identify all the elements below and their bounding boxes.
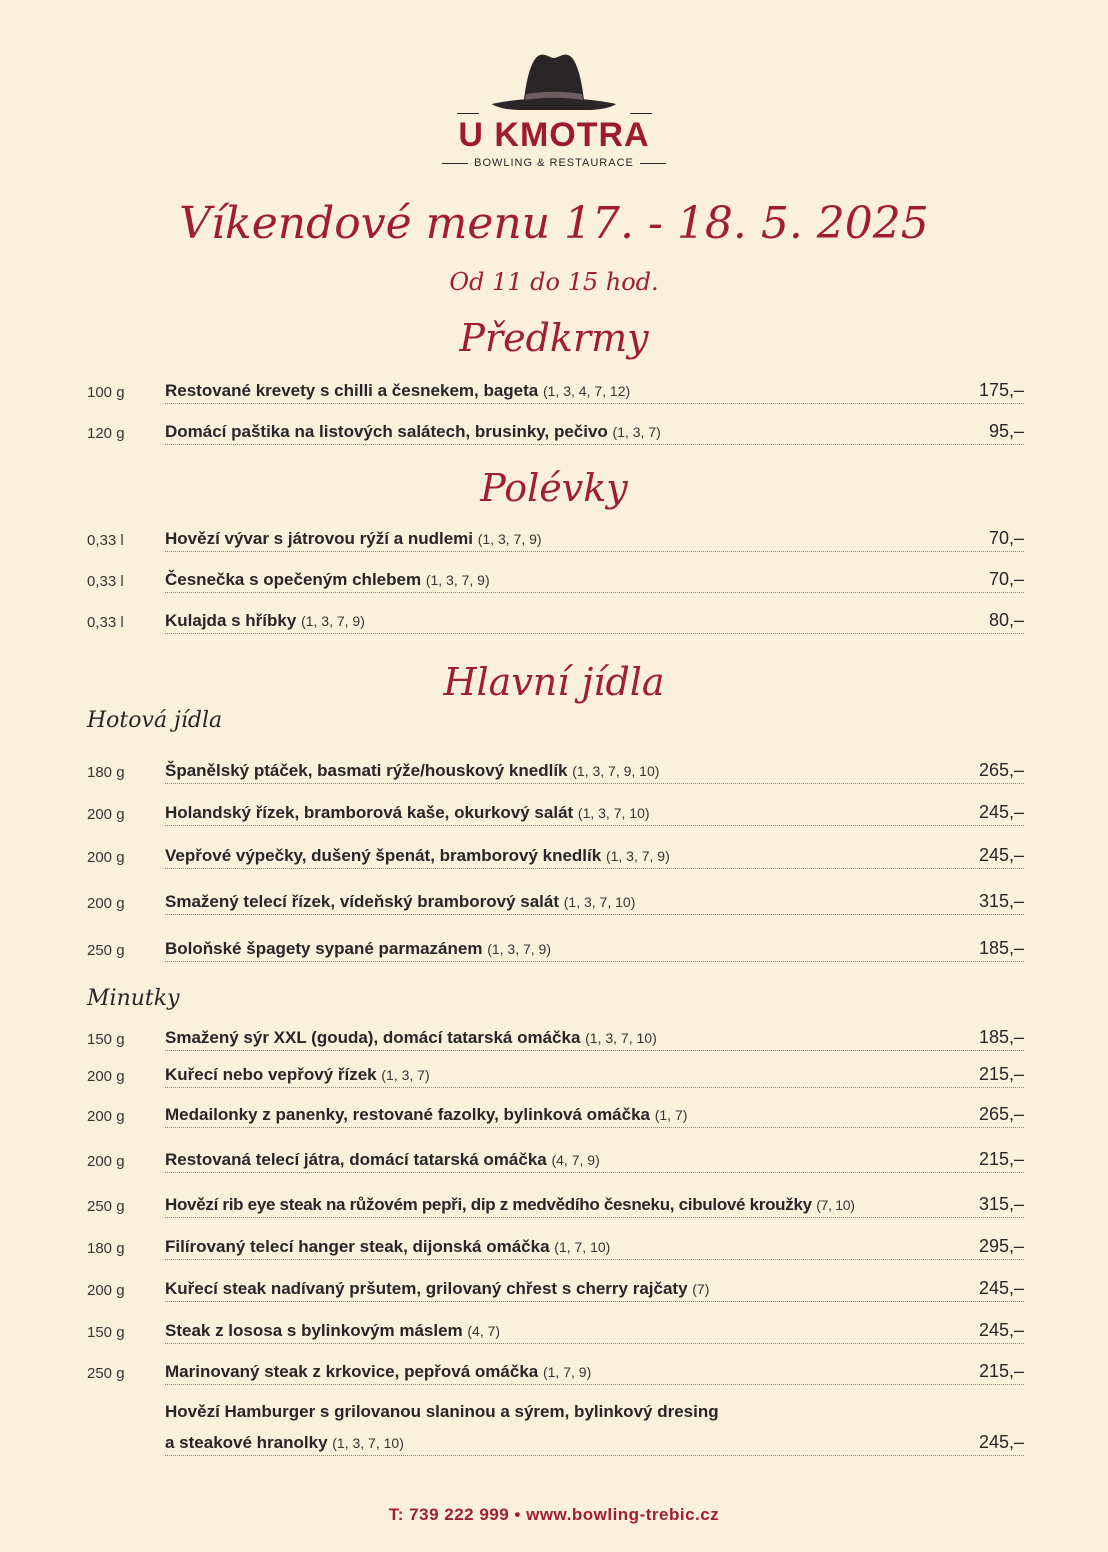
item-name: Španělský ptáček, basmati rýže/houskový knedlík (165, 761, 568, 780)
item-weight: 150 g (87, 1324, 125, 1341)
dotted-line (165, 1172, 1024, 1173)
item-price: 245,– (978, 845, 1024, 865)
page-title: Víkendové menu 17. - 18. 5. 2025 (179, 198, 929, 249)
item-name: Smažený telecí řízek, vídeňský bramborový salát (165, 892, 560, 911)
item-name-wrap (165, 1150, 600, 1170)
item-price: 185,– (978, 938, 1024, 958)
item-price: 245,– (978, 1320, 1024, 1340)
page-subtitle: Od 11 do 15 hod. (449, 268, 659, 296)
item-price: 70,– (988, 569, 1024, 589)
dotted-line (165, 1384, 1024, 1385)
menu-item (87, 1234, 1024, 1260)
item-name: Hovězí vývar s játrovou rýží a nudlemi (165, 529, 474, 548)
dotted-line (165, 1343, 1024, 1344)
dotted-line (165, 1050, 1024, 1051)
item-allergens: (7) (692, 1281, 710, 1297)
item-price: 265,– (978, 1104, 1024, 1124)
item-allergens: (1, 3, 7, 10) (563, 894, 636, 910)
item-name-wrap (165, 761, 659, 781)
hat-icon (464, 48, 644, 118)
item-name: Holandský řízek, bramborová kaše, okurkový salát (165, 803, 574, 822)
brand-tagline-text: BOWLING & RESTAURACE (474, 157, 634, 169)
item-name-wrap (165, 892, 635, 912)
item-weight: 200 g (87, 895, 125, 912)
item-name: Restované krevety s chilli a česnekem, bageta (165, 381, 539, 400)
menu-item (87, 378, 1024, 404)
item-weight: 250 g (87, 1198, 125, 1215)
item-allergens: (1, 3, 7, 10) (577, 805, 650, 821)
item-price: 245,– (978, 1432, 1024, 1452)
menu-item (87, 758, 1024, 784)
dotted-line (165, 868, 1024, 869)
item-weight: 200 g (87, 1108, 125, 1125)
dotted-line (165, 633, 1024, 634)
dotted-line (165, 914, 1024, 915)
menu-item (87, 419, 1024, 445)
section-title-predkrmy: Předkrmy (459, 316, 649, 360)
item-weight: 180 g (87, 764, 125, 781)
item-weight: 150 g (87, 1031, 125, 1048)
item-allergens: (1, 3, 7, 10) (585, 1030, 657, 1046)
subsection-title-hotova: Hotová jídla (87, 708, 223, 733)
item-price: 215,– (978, 1064, 1024, 1084)
menu-item (87, 936, 1024, 962)
item-weight: 200 g (87, 1282, 125, 1299)
item-name-wrap (165, 1237, 610, 1257)
menu-item (87, 1147, 1024, 1173)
dotted-line (165, 551, 1024, 552)
item-price: 245,– (978, 1278, 1024, 1298)
brand-tagline (0, 157, 1108, 169)
menu-item (87, 608, 1024, 634)
menu-item (87, 1359, 1024, 1385)
item-price: 175,– (978, 380, 1024, 400)
item-weight: 200 g (87, 1153, 125, 1170)
item-weight: 120 g (87, 425, 125, 442)
dotted-line (165, 1217, 1024, 1218)
item-allergens: (7, 10) (816, 1197, 855, 1213)
dotted-line (165, 1259, 1024, 1260)
item-name-wrap (165, 529, 542, 549)
menu-item (87, 567, 1024, 593)
item-price: 185,– (978, 1027, 1024, 1047)
dotted-line (165, 1127, 1024, 1128)
item-allergens: (1, 3, 7, 9) (425, 572, 490, 588)
dotted-line (165, 1087, 1024, 1088)
item-price: 315,– (978, 1194, 1024, 1214)
section-title-hlavni: Hlavní jídla (443, 660, 665, 704)
item-name: Restovaná telecí játra, domácí tatarská omáčka (165, 1150, 547, 1169)
item-price: 80,– (988, 610, 1024, 630)
item-allergens: (1, 3, 7, 9) (605, 848, 670, 864)
item-name-wrap (165, 1433, 404, 1453)
dotted-line (165, 961, 1024, 962)
item-name: Boloňské špagety sypané parmazánem (165, 939, 483, 958)
item-weight: 0,33 l (87, 573, 124, 590)
dotted-line (165, 1301, 1024, 1302)
item-weight: 0,33 l (87, 614, 124, 631)
item-name: Kuřecí nebo vepřový řízek (165, 1065, 377, 1084)
item-name: Kulajda s hříbky (165, 611, 297, 630)
item-name-wrap (165, 1028, 657, 1048)
item-allergens: (4, 7, 9) (551, 1152, 600, 1168)
item-name: Medailonky z panenky, restované fazolky, bylinková omáčka (165, 1105, 650, 1124)
menu-item (87, 1192, 1024, 1218)
menu-item (87, 1102, 1024, 1128)
dotted-line (165, 403, 1024, 404)
item-name-wrap (165, 611, 365, 631)
item-name: Česnečka s opečeným chlebem (165, 570, 422, 589)
dotted-line (165, 783, 1024, 784)
menu-item (87, 1318, 1024, 1344)
footer-contact: T: 739 222 999 • www.bowling-trebic.cz (388, 1505, 720, 1524)
item-name: Filírovaný telecí hanger steak, dijonská omáčka (165, 1237, 550, 1256)
item-name: Smažený sýr XXL (gouda), domácí tatarská omáčka (165, 1028, 581, 1047)
item-price: 245,– (978, 802, 1024, 822)
dotted-line (165, 825, 1024, 826)
menu-item (87, 526, 1024, 552)
item-weight: 0,33 l (87, 532, 124, 549)
item-name-wrap (165, 1105, 687, 1125)
item-weight: 180 g (87, 1240, 125, 1257)
item-name-wrap (165, 1279, 709, 1299)
menu-item (87, 1062, 1024, 1088)
dotted-line (165, 592, 1024, 593)
dotted-line (165, 1455, 1024, 1456)
item-name-wrap (165, 1195, 855, 1215)
item-allergens: (1, 7, 9) (542, 1364, 592, 1380)
menu-item (87, 1025, 1024, 1051)
item-name: Steak z lososa s bylinkovým máslem (165, 1321, 463, 1340)
item-price: 95,– (988, 421, 1024, 441)
item-name-wrap (165, 803, 650, 823)
item-allergens: (1, 3, 7, 10) (332, 1435, 404, 1451)
logo-line-right (630, 113, 652, 114)
item-name: Marinovaný steak z krkovice, pepřová omáčka (165, 1362, 539, 1381)
item-allergens: (1, 3, 7, 9, 10) (572, 763, 660, 779)
item-price: 70,– (988, 528, 1024, 548)
menu-item (87, 889, 1024, 915)
menu-item-burger (87, 1402, 1024, 1456)
item-allergens: (1, 3, 7, 9) (487, 941, 552, 957)
item-allergens: (1, 3, 7) (381, 1067, 430, 1083)
item-name-wrap (165, 1362, 591, 1382)
item-price: 215,– (978, 1149, 1024, 1169)
item-name-wrap (165, 1321, 500, 1341)
item-name-line2: a steakové hranolky (165, 1433, 328, 1452)
item-name-wrap (165, 381, 630, 401)
menu-item (87, 1276, 1024, 1302)
item-price: 315,– (978, 891, 1024, 911)
item-weight: 200 g (87, 806, 125, 823)
item-allergens: (1, 3, 7, 9) (301, 613, 365, 629)
item-price: 295,– (978, 1236, 1024, 1256)
item-name: Domácí paštika na listových salátech, brusinky, pečivo (165, 422, 608, 441)
item-allergens: (4, 7) (467, 1323, 501, 1339)
item-name-wrap (165, 939, 551, 959)
item-weight: 200 g (87, 849, 125, 866)
section-title-polevky: Polévky (480, 466, 628, 510)
dotted-line (165, 444, 1024, 445)
menu-item (87, 843, 1024, 869)
subsection-title-minutky: Minutky (87, 986, 180, 1011)
item-weight: 250 g (87, 1365, 125, 1382)
item-allergens: (1, 7) (654, 1107, 688, 1123)
item-allergens: (1, 7, 10) (554, 1239, 611, 1255)
item-name-wrap (165, 846, 670, 866)
logo-line-left (457, 113, 479, 114)
item-name: Kuřecí steak nadívaný pršutem, grilovaný chřest s cherry rajčaty (165, 1279, 688, 1298)
item-name-wrap (165, 1065, 430, 1085)
item-weight: 100 g (87, 384, 125, 401)
item-name-wrap (165, 570, 490, 590)
item-weight: 200 g (87, 1068, 125, 1085)
menu-item (87, 800, 1024, 826)
item-name-wrap (165, 422, 661, 442)
item-allergens: (1, 3, 7) (612, 424, 661, 440)
item-name-line1: Hovězí Hamburger s grilovanou slaninou a sýrem, bylinkový dresing (165, 1402, 719, 1421)
item-price: 215,– (978, 1361, 1024, 1381)
item-allergens: (1, 3, 4, 7, 12) (543, 383, 631, 399)
item-name: Hovězí rib eye steak na růžovém pepři, dip z medvědího česneku, cibulové kroužky (165, 1195, 812, 1214)
item-weight: 250 g (87, 942, 125, 959)
brand-name: U KMOTRA (458, 116, 650, 154)
item-name: Vepřové výpečky, dušený špenát, bramborový knedlík (165, 846, 602, 865)
item-price: 265,– (978, 760, 1024, 780)
item-allergens: (1, 3, 7, 9) (477, 531, 542, 547)
